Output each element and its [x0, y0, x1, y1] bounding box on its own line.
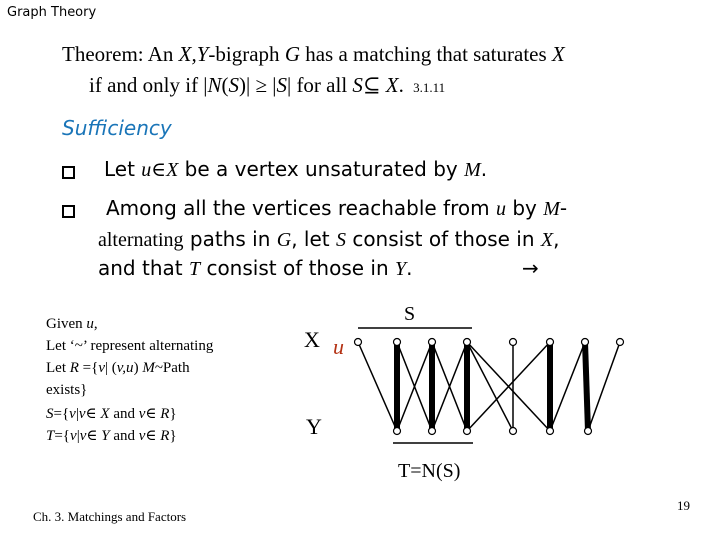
vertex-y3: [464, 428, 471, 435]
set-t-label: T=N(S): [398, 460, 461, 482]
bullet-text-2-line-2: alternating paths in G, let S consist of those in X,: [98, 227, 560, 251]
vertex-y6: [585, 428, 592, 435]
given-line-2: Let ‘~’ represent alternating: [46, 338, 214, 354]
edge-x7-y6: [588, 342, 620, 431]
given-line-6: T={v|v∈ Y and v∈ R}: [46, 428, 177, 444]
vertex-x7: [617, 339, 624, 346]
section-heading-sufficiency: Sufficiency: [62, 116, 172, 140]
bullet-text-2-line-1: Among all the vertices reachable from u by M-: [106, 196, 568, 220]
vertex-x6: [582, 339, 589, 346]
vertex-x5: [547, 339, 554, 346]
matching-edge-x6-y6: [585, 342, 588, 431]
theorem-line-1: Theorem: An X,Y-bigraph G has a matching that saturates X: [62, 42, 565, 66]
bullet-text-2-line-3: and that T consist of those in Y.: [98, 256, 413, 280]
part-x-label: X: [304, 327, 320, 352]
given-line-4: exists}: [46, 382, 88, 398]
page-number: 19: [677, 498, 690, 513]
given-line-3: Let R ={v| (v,u) M~Path: [46, 360, 190, 376]
vertex-x4: [510, 339, 517, 346]
vertex-y1: [394, 428, 401, 435]
vertex-u: [355, 339, 362, 346]
given-line-1: Given u,: [46, 316, 98, 332]
vertex-y5: [547, 428, 554, 435]
bullet-text-1: Let u∈X be a vertex unsaturated by M.: [104, 157, 488, 181]
set-s-label: S: [404, 303, 416, 325]
right-arrow-icon: →: [522, 256, 539, 280]
vertex-x2: [429, 339, 436, 346]
vertex-u-label: u: [333, 334, 344, 359]
edge-x6-y5: [550, 342, 585, 431]
given-line-5: S={v|v∈ X and v∈ R}: [46, 406, 177, 422]
edge-u-y1: [358, 342, 397, 431]
theorem-number: 3.1.11: [413, 80, 446, 95]
vertex-y4: [510, 428, 517, 435]
slide-footer: Ch. 3. Matchings and Factors: [33, 509, 187, 524]
edge-x3-y4: [467, 342, 513, 431]
part-y-label: Y: [306, 414, 322, 439]
vertex-x1: [394, 339, 401, 346]
theorem-line-2: if and only if |N(S)| ≥ |S| for all S⊆ X. 3.1.11: [89, 73, 446, 97]
vertex-y2: [429, 428, 436, 435]
slide-header: Graph Theory: [7, 5, 97, 20]
vertex-x3: [464, 339, 471, 346]
